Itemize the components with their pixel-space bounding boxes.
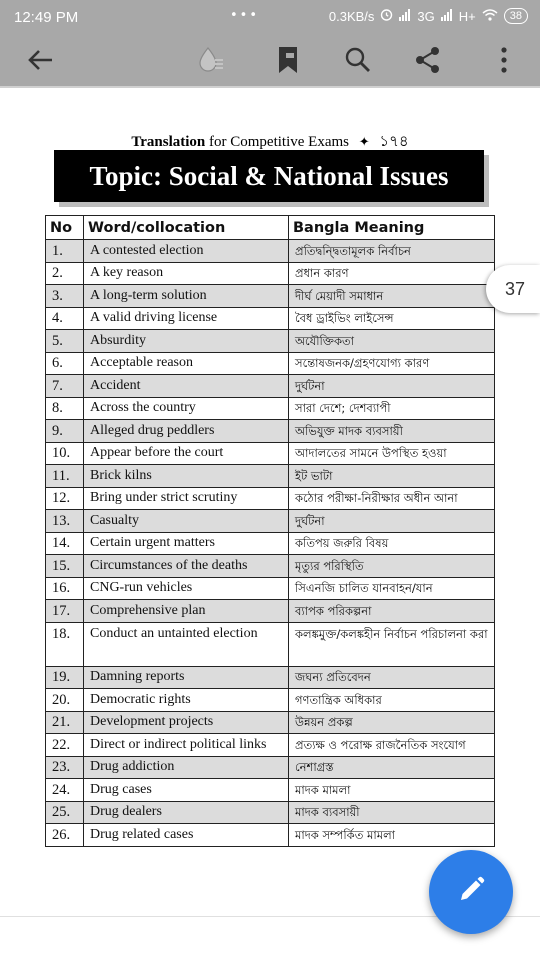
row-word: A valid driving license <box>84 307 289 330</box>
row-number: 24. <box>46 779 84 802</box>
row-number: 19. <box>46 666 84 689</box>
row-number: 2. <box>46 262 84 285</box>
row-word: Drug addiction <box>84 756 289 779</box>
row-number: 18. <box>46 622 84 666</box>
row-bangla-meaning: দীর্ঘ মেয়াদী সমাধান <box>289 285 495 308</box>
row-bangla-meaning: মৃত্যুর পরিস্থিতি <box>289 555 495 578</box>
table-row <box>46 465 495 488</box>
battery-indicator: 38 <box>504 8 528 24</box>
row-bangla-meaning: নেশাগ্রস্ত <box>289 756 495 779</box>
notification-dots: ••• <box>230 8 260 23</box>
row-number: 13. <box>46 510 84 533</box>
row-word: Bring under strict scrutiny <box>84 487 289 510</box>
row-number: 26. <box>46 824 84 847</box>
row-word: Democratic rights <box>84 689 289 712</box>
topic-banner: Topic: Social & National Issues <box>54 150 484 202</box>
edit-fab-button[interactable] <box>429 850 513 934</box>
table-row <box>46 532 495 555</box>
row-number: 12. <box>46 487 84 510</box>
row-number: 8. <box>46 397 84 420</box>
pencil-icon <box>456 875 486 909</box>
row-bangla-meaning: প্রধান কারণ <box>289 262 495 285</box>
column-header-word: Word/collocation <box>84 216 289 240</box>
status-time: 12:49 PM <box>14 9 79 26</box>
header-rest: for Competitive Exams <box>209 134 349 150</box>
vocabulary-table <box>45 215 495 847</box>
table-row <box>46 285 495 308</box>
row-bangla-meaning: সন্তোষজনক/গ্রহণযোগ্য কারণ <box>289 352 495 375</box>
row-bangla-meaning: মাদক ব্যবসায়ী <box>289 801 495 824</box>
table-row <box>46 779 495 802</box>
row-bangla-meaning: জঘন্য প্রতিবেদন <box>289 666 495 689</box>
row-bangla-meaning: অভিযুক্ত মাদক ব্যবসায়ী <box>289 420 495 443</box>
row-bangla-meaning: মাদক মামলা <box>289 779 495 802</box>
row-word: Acceptable reason <box>84 352 289 375</box>
row-bangla-meaning: ইট ভাটা <box>289 465 495 488</box>
row-bangla-meaning: আদালতের সামনে উপস্থিত হওয়া <box>289 442 495 465</box>
row-number: 17. <box>46 600 84 623</box>
row-bangla-meaning: ব্যাপক পরিকল্পনা <box>289 600 495 623</box>
row-bangla-meaning: বৈধ ড্রাইভিং লাইসেন্স <box>289 307 495 330</box>
column-header-no: No <box>46 216 84 240</box>
network-type-2: H+ <box>458 8 476 24</box>
table-row <box>46 666 495 689</box>
table-row <box>46 600 495 623</box>
row-word: CNG-run vehicles <box>84 577 289 600</box>
table-row <box>46 420 495 443</box>
row-number: 20. <box>46 689 84 712</box>
row-bangla-meaning: কলঙ্কমুক্ত/কলঙ্কহীন নির্বাচন পরিচালনা করা <box>289 622 495 666</box>
table-row <box>46 756 495 779</box>
table-header-row <box>46 216 495 240</box>
row-bangla-meaning: সারা দেশে; দেশব্যাপী <box>289 397 495 420</box>
share-icon[interactable] <box>412 44 444 76</box>
row-word: A long-term solution <box>84 285 289 308</box>
row-word: A contested election <box>84 240 289 263</box>
header-bold: Translation <box>131 134 206 150</box>
row-word: Drug cases <box>84 779 289 802</box>
alarm-icon <box>380 8 393 24</box>
row-number: 23. <box>46 756 84 779</box>
status-indicators <box>329 8 528 24</box>
row-number: 22. <box>46 734 84 757</box>
table-row <box>46 307 495 330</box>
table-row <box>46 711 495 734</box>
row-bangla-meaning: প্রত্যক্ষ ও পরোক্ষ রাজনৈতিক সংযোগ <box>289 734 495 757</box>
table-row <box>46 577 495 600</box>
table-row <box>46 330 495 353</box>
row-word: Drug dealers <box>84 801 289 824</box>
table-row <box>46 622 495 666</box>
table-row <box>46 352 495 375</box>
app-toolbar <box>0 34 540 86</box>
page-number-badge[interactable]: 37 <box>486 265 540 313</box>
table-row <box>46 397 495 420</box>
row-bangla-meaning: উন্নয়ন প্রকল্প <box>289 711 495 734</box>
back-arrow-icon[interactable] <box>24 44 56 76</box>
row-word: Comprehensive plan <box>84 600 289 623</box>
row-number: 3. <box>46 285 84 308</box>
row-word: Direct or indirect political links <box>84 734 289 757</box>
row-number: 1. <box>46 240 84 263</box>
row-word: Circumstances of the deaths <box>84 555 289 578</box>
more-vert-icon[interactable] <box>488 44 520 76</box>
table-row <box>46 442 495 465</box>
table-row <box>46 689 495 712</box>
row-number: 21. <box>46 711 84 734</box>
ink-drop-icon[interactable] <box>194 44 226 76</box>
row-word: Certain urgent matters <box>84 532 289 555</box>
row-word: Drug related cases <box>84 824 289 847</box>
signal-icon <box>399 9 411 24</box>
row-bangla-meaning: অযৌক্তিকতা <box>289 330 495 353</box>
table-row <box>46 555 495 578</box>
row-word: Appear before the court <box>84 442 289 465</box>
network-speed: 0.3KB/s <box>328 8 375 24</box>
row-word: A key reason <box>84 262 289 285</box>
row-bangla-meaning: দুর্ঘটনা <box>289 510 495 533</box>
row-bangla-meaning: সিএনজি চালিত যানবাহন/যান <box>289 577 495 600</box>
row-word: Brick kilns <box>84 465 289 488</box>
row-bangla-meaning: কঠোর পরীক্ষা-নিরীক্ষার অধীন আনা <box>289 487 495 510</box>
column-header-bangla: Bangla Meaning <box>289 216 495 240</box>
table-row <box>46 375 495 398</box>
row-number: 25. <box>46 801 84 824</box>
status-bar <box>0 0 540 34</box>
network-type: 3G <box>417 8 435 24</box>
row-number: 5. <box>46 330 84 353</box>
row-number: 7. <box>46 375 84 398</box>
row-word: Across the country <box>84 397 289 420</box>
row-word: Accident <box>84 375 289 398</box>
row-word: Absurdity <box>84 330 289 353</box>
table-row <box>46 734 495 757</box>
row-number: 10. <box>46 442 84 465</box>
row-number: 11. <box>46 465 84 488</box>
table-row <box>46 262 495 285</box>
row-number: 16. <box>46 577 84 600</box>
row-word: Damning reports <box>84 666 289 689</box>
wifi-icon <box>482 9 498 24</box>
row-bangla-meaning: মাদক সম্পর্কিত মামলা <box>289 824 495 847</box>
table-row <box>46 240 495 263</box>
row-bangla-meaning: দুর্ঘটনা <box>289 375 495 398</box>
row-word: Development projects <box>84 711 289 734</box>
header-page-number: ১৭৪ <box>379 134 409 150</box>
table-body <box>46 240 495 847</box>
row-bangla-meaning: প্রতিদ্বন্দ্বিতামূলক নির্বাচন <box>289 240 495 263</box>
table-row <box>46 487 495 510</box>
row-number: 15. <box>46 555 84 578</box>
row-number: 14. <box>46 532 84 555</box>
row-bangla-meaning: কতিপয় জরুরি বিষয় <box>289 532 495 555</box>
row-bangla-meaning: গণতান্ত্রিক অধিকার <box>289 689 495 712</box>
row-number: 4. <box>46 307 84 330</box>
search-icon[interactable] <box>342 44 374 76</box>
row-word: Conduct an untainted election <box>84 622 289 666</box>
table-row <box>46 824 495 847</box>
row-number: 9. <box>46 420 84 443</box>
row-number: 6. <box>46 352 84 375</box>
table-row <box>46 510 495 533</box>
bookmark-icon[interactable] <box>272 44 304 76</box>
signal-icon-2 <box>441 9 453 24</box>
table-row <box>46 801 495 824</box>
header-star: ✦ <box>358 134 370 149</box>
row-word: Casualty <box>84 510 289 533</box>
row-word: Alleged drug peddlers <box>84 420 289 443</box>
document-page <box>0 88 540 918</box>
